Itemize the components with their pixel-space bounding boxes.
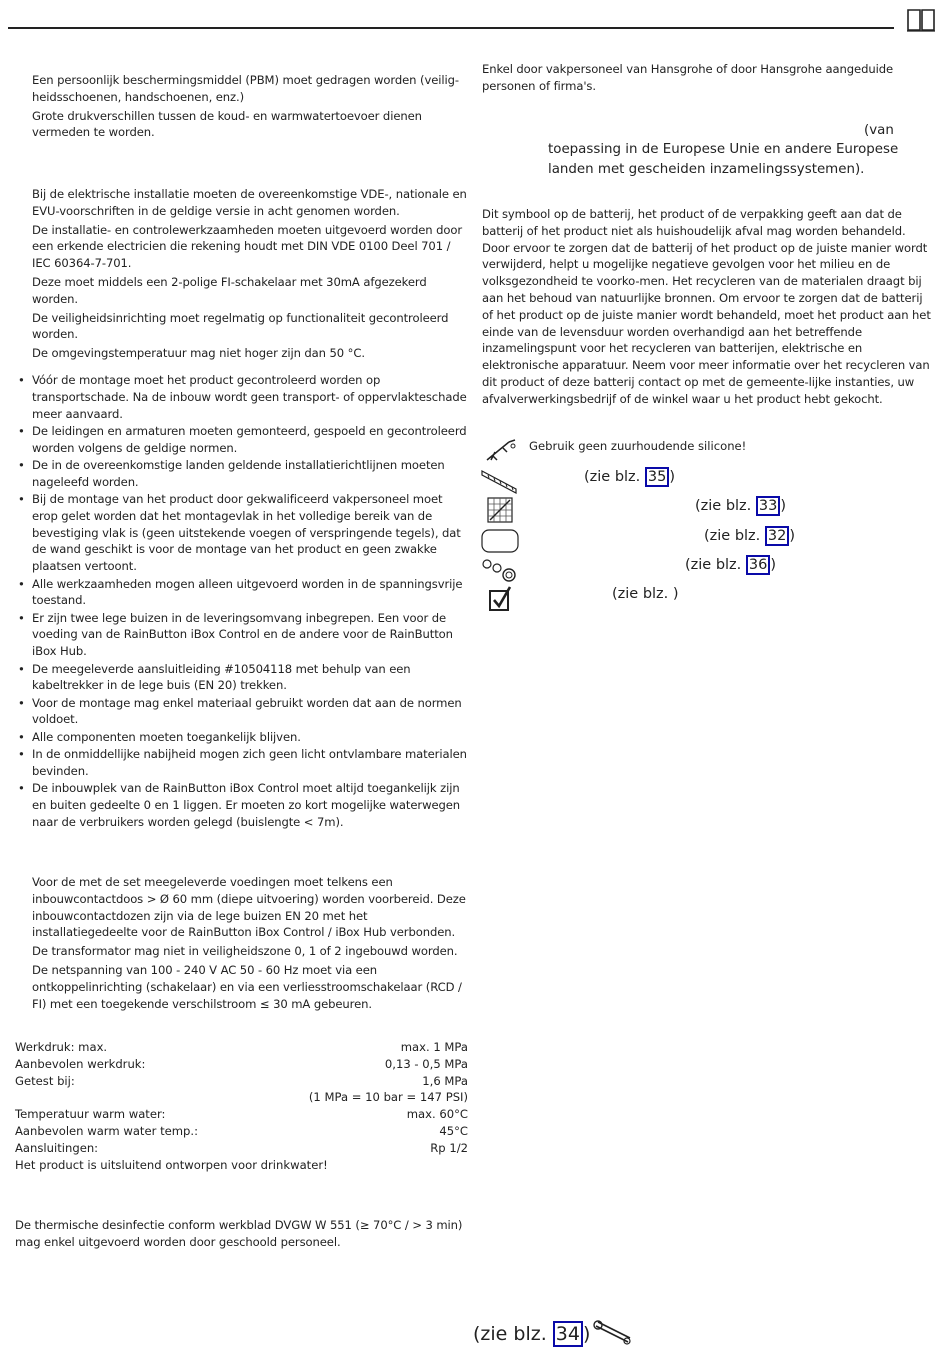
spec-row [15,1056,468,1073]
battery-text: Dit symbool op de batterij, het product of de verpakking geeft aan dat de batterij of het product niet als huishoudelijk afval mag worden behandeld. Door ervoor te zorgen dat de batterij of het product op de juiste manier wordt verwijderd, helpt u mogelijke negatieve gevolgen voor het milieu en de volksgezondheid te voorko-men. Het recycleren van de materialen draagt bij aan het behoud van natuurlijke bronnen. Om ervoor te zorgen dat de batterij of het product op de juiste manier wordt behandeld, moet het product aan het einde van de levensduur worden overhandigd aan het betreffende inzamelingspunt voor het recycleren van batterijen, elektrische en elektronische apparatuur. Neem voor meer informatie over het recycleren van dit product of deze batterij contact op met de gemeente-lijke instanties, uw afvalverwerkingsbedrijf of de winkel waar u het product hebt gekocht. [482,207,931,406]
page-ref-suffix: ) [770,557,777,573]
spec-label: Temperatuur warm water: [15,1107,166,1122]
page-link[interactable]: 32 [765,526,789,546]
safety-line: Grote drukverschillen tussen de koud- en warmwatertoevoer dienen vermeden te worden. [32,108,422,140]
disposal-text: toepassing in de Europese Unie en andere Europese landen met gescheiden inzamelingssystemen). [548,142,899,177]
page-ref [704,526,795,546]
power-line: De transformator mag niet in veiligheidszone 0, 1 of 2 ingebouwd worden. [32,944,458,959]
spec-row [15,1106,468,1123]
electrical-line: De omgevingstemperatuur mag niet hoger zijn dan 50 °C. [32,346,365,361]
page-ref-prefix: (zie blz. [473,1323,553,1345]
page-link[interactable]: 35 [645,467,669,487]
page-ref-prefix: (zie blz. [685,557,746,573]
page-ref-prefix: (zie blz. [704,528,765,544]
disinfection-note: De thermische desinfectie conform werkblad DVGW W 551 (≥ 70°C / > 3 min) mag enkel uitgevoerd worden door geschoold personeel. [15,1218,463,1249]
page-ref-prefix: (zie blz. [695,498,756,514]
spec-value: Rp 1/2 [430,1140,468,1155]
page-ref-suffix: ) [789,528,796,544]
spec-value: max. 60°C [406,1107,468,1122]
spec-value: 1,6 MPa [422,1073,468,1088]
spec-value: 45°C [439,1123,468,1138]
wrench-icon [592,1320,632,1346]
page-ref [685,555,776,575]
spec-label: Werkdruk: max. [15,1040,108,1054]
spec-row [15,1123,468,1140]
mounting-list [18,372,468,831]
page-link[interactable]: 34 [553,1321,583,1347]
spec-value: (1 MPa = 10 bar = 147 PSI) [308,1090,468,1105]
service-note: Enkel door vakpersoneel van Hansgrohe of door Hansgrohe aangeduide personen of firma's. [482,62,894,93]
footer-page-ref [473,1320,590,1348]
page-ref [695,496,786,516]
spec-row [15,1089,468,1106]
spec-value: max. 1 MPa [400,1040,468,1054]
page-ref-suffix: ) [672,586,679,602]
power-line: Voor de met de set meegeleverde voedingen moet telkens een inbouwcontactdoos > Ø 60 mm (diepe uitvoering) worden voorbereid. Deze inbouwcontactdozen zijn via de lege buizen EN 20 met het installatiegedeelte voor de RainButton iBox Control / iBox Hub verbonden. [32,875,466,940]
page-ref-suffix: ) [582,1323,591,1345]
tile-grid-icon [484,497,522,523]
checkbox-icon [486,586,524,612]
page-ref-suffix: ) [780,498,787,514]
spec-label: Aansluitingen: [15,1140,99,1155]
header-rule [8,27,894,29]
electrical-section [32,186,468,364]
power-line: De netspanning van 100 - 240 V AC 50 - 60 Hz moet via een ontkoppelinrichting (schakelaar) en via een verliesstroomschakelaar (RCD / FI) met een toegekende verschilstroom ≤ 30 mA gebeuren. [32,962,462,1011]
list-item: • De meegeleverde aansluitleiding #10504118 met behulp van een kabeltrekker in de lege buis (EN 20) trekken. [18,661,468,695]
drinking-water-note: Het product is uitsluitend ontworpen voor drinkwater! [15,1157,328,1172]
electrical-line: Bij de elektrische installatie moeten de overeenkomstige VDE-, nationale en EVU-voorschriften in de geldige versie in acht genomen worden. [32,187,467,218]
list-item: • De inbouwplek van de RainButton iBox Control moet altijd toegankelijk zijn en buiten gedeelte 0 en 1 liggen. Er moeten zo kort mogelijke waterwegen naar de verbruikers worden gelegd (buislengte < 7m). [18,780,468,830]
page-ref [612,584,679,604]
page-link[interactable]: 33 [756,496,780,516]
electrical-line: De installatie- en controlewerkzaamheden moeten uitgevoerd worden door een erkende electricien die rekening houdt met DIN VDE 0100 Deel 701 / IEC 60364-7-701. [32,222,463,271]
list-item: • Alle componenten moeten toegankelijk blijven. [18,729,468,746]
spec-table [15,1039,468,1173]
spec-label: Aanbevolen werkdruk: [15,1056,146,1071]
ruler-icon [480,469,518,495]
page-ref [584,467,675,487]
spec-label: Aanbevolen warm water temp.: [15,1123,198,1138]
list-item: • Vóór de montage moet het product gecontroleerd worden op transportschade. Na de inbouw wordt geen transport- of oppervlakteschade meer aanvaard. [18,372,468,422]
power-section [32,874,468,1014]
list-item: • Voor de montage mag enkel materiaal gebruikt worden dat aan de normen voldoet. [18,695,468,729]
page-ref-prefix: (zie blz. [612,586,673,602]
list-item: • Alle werkzaamheden mogen alleen uitgevoerd worden in de spanningsvrije toestand. [18,576,468,610]
spec-row [15,1073,468,1090]
list-item: • Er zijn twee lege buizen in de leveringsomvang inbegrepen. Een voor de voeding van de RainButton iBox Control en de andere voor de RainButton iBox Hub. [18,610,468,660]
silicone-note: Gebruik geen zuurhoudende silicone! [529,439,747,453]
list-item: • De in de overeenkomstige landen geldende installatierichtlijnen moeten nageleefd worden. [18,457,468,491]
page-ref-suffix: ) [669,469,676,485]
list-item: • In de onmiddellijke nabijheid mogen zich geen licht ontvlambare materialen bevinden. [18,746,468,780]
spec-label: Getest bij: [15,1073,75,1088]
safety-section [32,72,468,143]
list-item: • Bij de montage van het product door gekwalificeerd vakpersoneel moet erop gelet worden dat het montagevlak in het volledige bereik van de bevestiging vlak is (geen uitstekende voegen of verspringende tegels), dat de wand geschikt is voor de montage van het product en geen zwakke plaatsen vertoont. [18,491,468,575]
page-link[interactable]: 36 [746,555,770,575]
electrical-line: Deze moet middels een 2-polige FI-schakelaar met 30mA afgezekerd worden. [32,274,427,306]
spec-value: 0,13 - 0,5 MPa [384,1056,468,1071]
safety-line: Een persoonlijk beschermingsmiddel (PBM) moet gedragen worden (veilig-heidsschoenen, handschoenen, enz.) [32,73,459,104]
silicone-gun-icon [483,438,521,464]
electrical-line: De veiligheidsinrichting moet regelmatig op functionaliteit gecontroleerd worden. [32,310,449,342]
spec-row [15,1039,468,1056]
page-ref-prefix: (zie blz. [584,469,645,485]
spec-row [15,1140,468,1157]
book-icon [906,8,936,32]
disposal-van: (van [864,123,894,138]
parts-icon [481,557,519,583]
rounded-box-icon [481,528,519,554]
list-item: • De leidingen en armaturen moeten gemonteerd, gespoeld en gecontroleerd worden volgens de geldige normen. [18,423,468,457]
